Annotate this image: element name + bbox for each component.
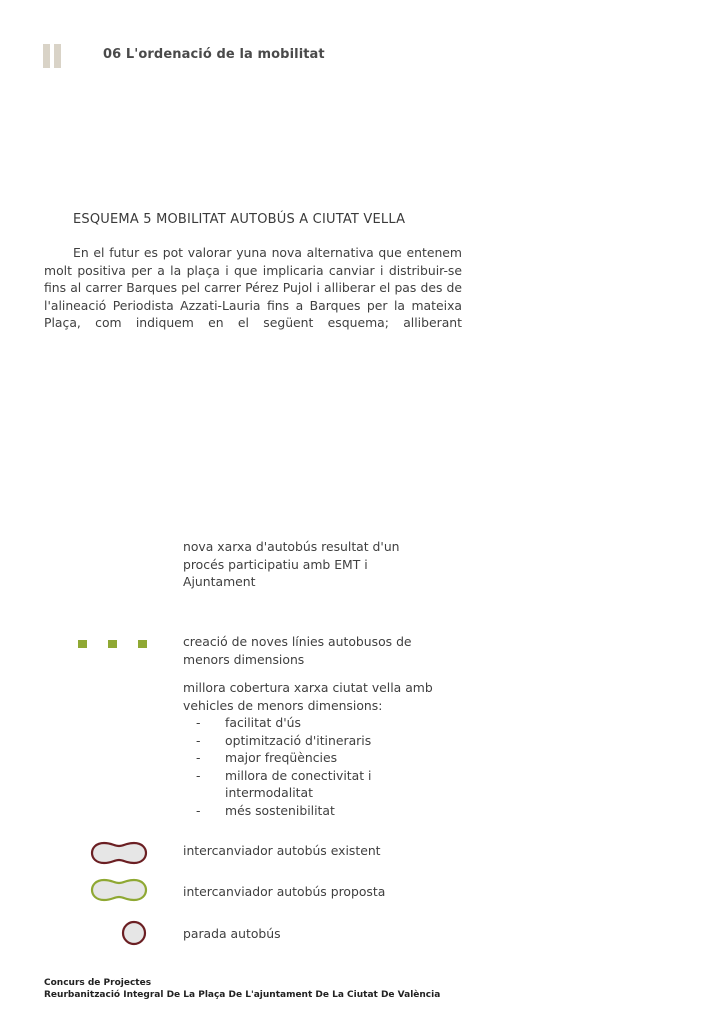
- new-lines-dashed-symbol: [78, 640, 150, 648]
- chapter-marker: [43, 44, 61, 68]
- section-title: ESQUEMA 5 MOBILITAT AUTOBÚS A CIUTAT VELLA: [73, 212, 406, 227]
- body-paragraph: [44, 244, 462, 332]
- paragraph-text: En el futur es pot valorar yuna nova alternativa que entenem molt positiva per a la plaça i que implicaria canviar i distribuir-se fins al carrer Barques pel carrer Pérez Pujol i alliberar el pas des de l'alineació Periodista Azzati-Lauria fins a Barques per la mateixa Plaça, com indiquem en el següent esquema; alliberant: [44, 245, 462, 331]
- chapter-title: 06 L'ordenació de la mobilitat: [103, 47, 325, 62]
- list-item: - més sostenibilitat: [196, 802, 335, 818]
- legend-new-lines-label: creació de noves línies autobusos de menors dimensions: [183, 634, 412, 667]
- bus-stop-icon: [120, 920, 148, 946]
- existing-interchange-icon: [90, 840, 148, 866]
- coverage-list: [183, 714, 463, 819]
- footer: [44, 977, 440, 1001]
- list-item: - major freqüències: [196, 750, 338, 765]
- list-item: - optimització d'itineraris: [196, 732, 372, 748]
- legend-bus-stop-label: parada autobús: [183, 926, 281, 941]
- list-item: - millora de conectivitat i intermodalitat: [196, 767, 372, 800]
- footer-line-1: Concurs de Projectes: [44, 978, 152, 988]
- legend-coverage: [183, 679, 463, 819]
- legend-network-label: nova xarxa d'autobús resultat d'un procés participatiu amb EMT i Ajuntament: [183, 539, 400, 589]
- list-item: - facilitat d'ús: [196, 715, 301, 730]
- legend-proposed-interchange-label: intercanviador autobús proposta: [183, 884, 386, 899]
- proposed-interchange-icon: [90, 877, 148, 903]
- legend-coverage-label: millora cobertura xarxa ciutat vella amb vehicles de menors dimensions:: [183, 680, 433, 713]
- legend-existing-interchange-label: intercanviador autobús existent: [183, 843, 381, 858]
- footer-line-2: Reurbanització Integral De La Plaça De L'ajuntament De La Ciutat De València: [44, 990, 441, 1000]
